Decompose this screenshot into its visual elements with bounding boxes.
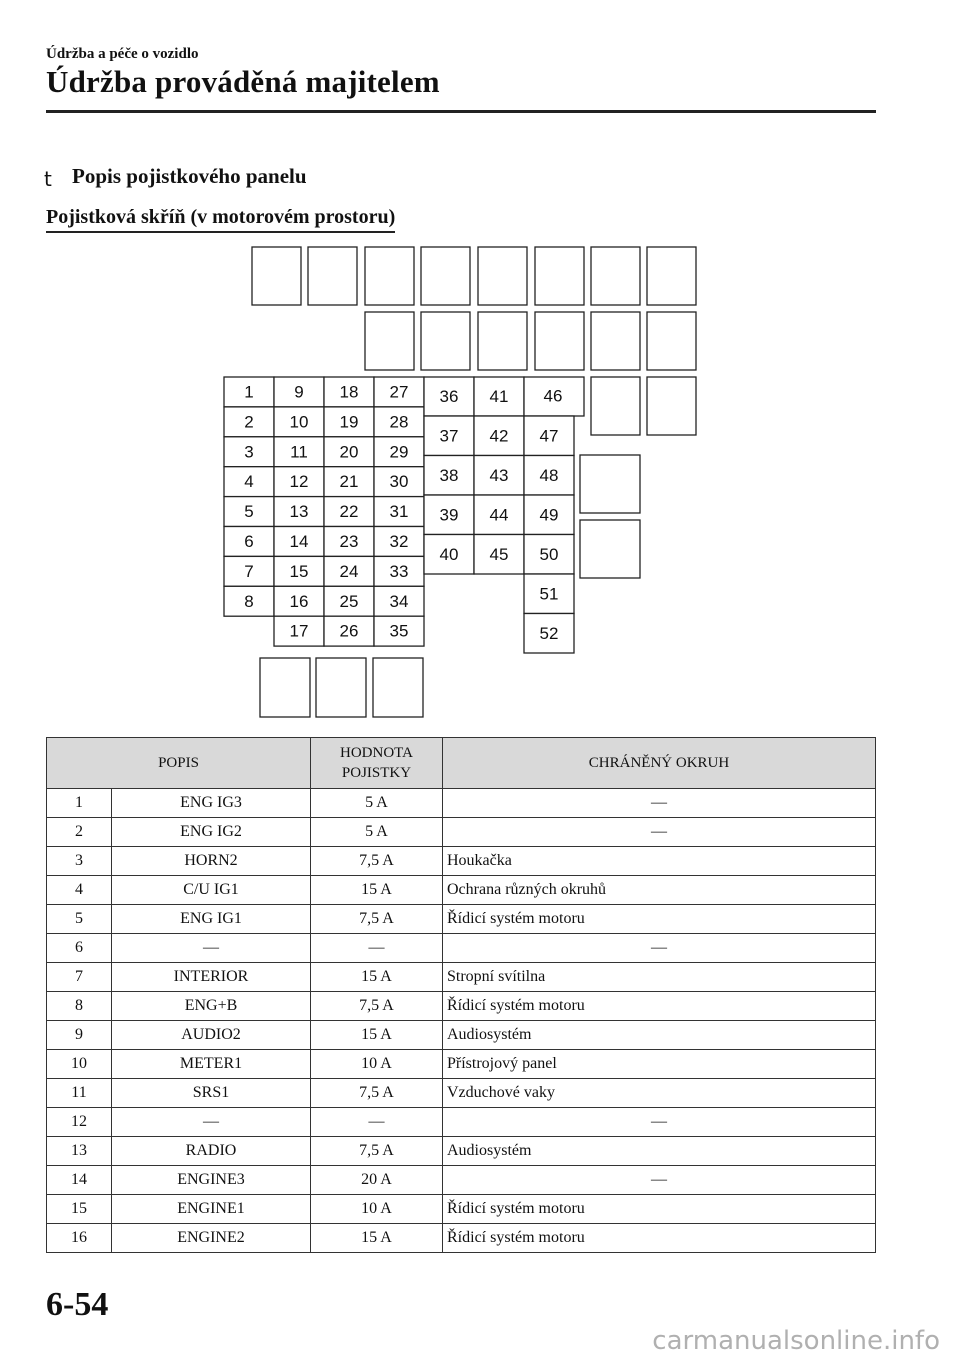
fuse-description: — [112, 934, 311, 963]
fuse-label: 19 [339, 412, 359, 432]
fuse-label: 22 [339, 502, 359, 522]
fuse-description: AUDIO2 [112, 1021, 311, 1050]
fuse-label: 52 [539, 623, 559, 643]
fuse-description: METER1 [112, 1050, 311, 1079]
fuse-label: 41 [489, 387, 509, 406]
fuse-label: 29 [389, 442, 409, 462]
section-heading: Popis pojistkového panelu [72, 164, 307, 188]
relay-block [478, 312, 527, 370]
relay-block [478, 247, 527, 305]
fuse-label: 13 [289, 502, 309, 522]
fuse-number: 8 [47, 992, 112, 1021]
fuse-number: 13 [47, 1137, 112, 1166]
fuse-label: 35 [389, 621, 409, 641]
protected-circuit: — [443, 1166, 876, 1195]
table-row [47, 934, 876, 963]
fuse-label: 23 [339, 531, 359, 551]
fuse-rating: 10 A [311, 1050, 443, 1079]
fuse-description: HORN2 [112, 847, 311, 876]
fuse-rating: 20 A [311, 1166, 443, 1195]
fuse-label: 43 [489, 465, 509, 485]
relay-block [260, 658, 310, 717]
relay-block [647, 377, 696, 435]
table-row [47, 1166, 876, 1195]
fuse-label: 37 [439, 426, 459, 446]
fuse-rating: 5 A [311, 818, 443, 847]
fuse-label: 49 [539, 505, 559, 525]
relay-block [535, 247, 584, 305]
fuse-rating: 15 A [311, 1021, 443, 1050]
fuse-label: 14 [289, 531, 309, 551]
relay-block [365, 247, 414, 305]
fuse-label: 42 [489, 426, 509, 446]
relay-block [373, 658, 423, 717]
sub-heading: Pojistková skříň (v motorovém prostoru) [46, 206, 395, 233]
fuse-label: 33 [389, 561, 409, 581]
page-title: Údržba prováděná majitelem [46, 64, 440, 99]
relay-block [421, 247, 470, 305]
protected-circuit: Řídicí systém motoru [443, 1195, 876, 1224]
fuse-number: 16 [47, 1224, 112, 1253]
fuse-label: 25 [339, 591, 359, 611]
header-description: POPIS [47, 738, 311, 789]
protected-circuit: Řídicí systém motoru [443, 992, 876, 1021]
table-row [47, 789, 876, 818]
fuse-label: 45 [489, 544, 509, 564]
protected-circuit: Řídicí systém motoru [443, 1224, 876, 1253]
fuse-rating: 15 A [311, 1224, 443, 1253]
fuse-number: 15 [47, 1195, 112, 1224]
section-marker: t [44, 167, 52, 191]
breadcrumb: Údržba a péče o vozidlo [46, 46, 199, 62]
fuse-description: INTERIOR [112, 963, 311, 992]
protected-circuit: Audiosystém [443, 1137, 876, 1166]
fuse-number: 11 [47, 1079, 112, 1108]
fuse-label: 51 [539, 584, 559, 604]
fuse-label: 28 [389, 412, 409, 432]
page-number: 6-54 [46, 1286, 109, 1323]
relay-block [580, 520, 640, 578]
fuse-description: RADIO [112, 1137, 311, 1166]
table-row [47, 1050, 876, 1079]
fuse-label: 9 [294, 382, 304, 402]
fuse-rating: 7,5 A [311, 1137, 443, 1166]
fuse-label: 3 [244, 442, 254, 462]
fuse-description: C/U IG1 [112, 876, 311, 905]
protected-circuit: Houkačka [443, 847, 876, 876]
fuse-number: 9 [47, 1021, 112, 1050]
table-row [47, 1108, 876, 1137]
fuse-number: 12 [47, 1108, 112, 1137]
fuse-label: 48 [539, 465, 559, 485]
protected-circuit: — [443, 789, 876, 818]
fuse-number: 7 [47, 963, 112, 992]
fuse-label: 7 [244, 561, 254, 581]
table-row [47, 1137, 876, 1166]
fuse-rating: 5 A [311, 789, 443, 818]
fuse-label: 36 [439, 387, 459, 406]
fuse-rating: — [311, 934, 443, 963]
fuse-label: 38 [439, 465, 459, 485]
header-rating: HODNOTA POJISTKY [311, 738, 443, 789]
fuse-rating: 7,5 A [311, 1079, 443, 1108]
fuse-rating: 7,5 A [311, 905, 443, 934]
fuse-label: 6 [244, 531, 254, 551]
table-row [47, 963, 876, 992]
fuse-number: 3 [47, 847, 112, 876]
fuse-label: 24 [339, 561, 359, 581]
fuse-rating: 7,5 A [311, 847, 443, 876]
fuse-number: 6 [47, 934, 112, 963]
table-row [47, 876, 876, 905]
relay-block [421, 312, 470, 370]
fuse-rating: 7,5 A [311, 992, 443, 1021]
fuse-label: 11 [290, 442, 308, 462]
fuse-description: ENG IG1 [112, 905, 311, 934]
fuse-rating: 10 A [311, 1195, 443, 1224]
protected-circuit: Ochrana různých okruhů [443, 876, 876, 905]
table-row [47, 1224, 876, 1253]
table-row [47, 818, 876, 847]
fuse-label: 46 [543, 386, 563, 406]
fuse-description: ENGINE1 [112, 1195, 311, 1224]
fuse-description: — [112, 1108, 311, 1137]
fuse-label: 40 [439, 544, 459, 564]
fuse-label: 39 [439, 505, 459, 525]
table-row [47, 905, 876, 934]
relay-block [591, 247, 640, 305]
protected-circuit: Řídicí systém motoru [443, 905, 876, 934]
header-circuit: CHRÁNĚNÝ OKRUH [443, 738, 876, 789]
fuse-label: 2 [244, 412, 254, 432]
fuse-label: 4 [244, 472, 254, 492]
fuse-description: ENG IG3 [112, 789, 311, 818]
fuse-description: ENG+B [112, 992, 311, 1021]
protected-circuit: — [443, 818, 876, 847]
fuse-label: 1 [244, 382, 254, 402]
fuse-label: 5 [244, 502, 254, 522]
fuse-label: 18 [339, 382, 359, 402]
watermark: carmanualsonline.info [652, 1326, 940, 1356]
fuse-label: 30 [389, 472, 409, 492]
table-row [47, 1021, 876, 1050]
fuse-rating: 15 A [311, 876, 443, 905]
relay-block [591, 312, 640, 370]
fuse-description: ENGINE3 [112, 1166, 311, 1195]
fuse-label: 50 [539, 544, 559, 564]
fuse-number: 5 [47, 905, 112, 934]
fuse-description: ENGINE2 [112, 1224, 311, 1253]
fuse-rating: — [311, 1108, 443, 1137]
fuse-label: 10 [289, 412, 309, 432]
relay-block [580, 455, 640, 513]
relay-block [591, 377, 640, 435]
fuse-label: 8 [244, 591, 254, 611]
fuse-label: 20 [339, 442, 359, 462]
relay-block [647, 312, 696, 370]
protected-circuit: Stropní svítilna [443, 963, 876, 992]
fuse-description: ENG IG2 [112, 818, 311, 847]
table-row [47, 1079, 876, 1108]
relay-block [647, 247, 696, 305]
protected-circuit: Vzduchové vaky [443, 1079, 876, 1108]
table-row [47, 847, 876, 876]
fuse-label: 26 [339, 621, 359, 641]
fuse-label: 27 [389, 382, 409, 402]
table-row [47, 992, 876, 1021]
fuse-number: 14 [47, 1166, 112, 1195]
protected-circuit: Přístrojový panel [443, 1050, 876, 1079]
fuse-number: 10 [47, 1050, 112, 1079]
fuse-description: SRS1 [112, 1079, 311, 1108]
protected-circuit: Audiosystém [443, 1021, 876, 1050]
relay-block [316, 658, 366, 717]
fuse-number: 2 [47, 818, 112, 847]
fuse-rating: 15 A [311, 963, 443, 992]
relay-block [535, 312, 584, 370]
fuse-label: 12 [289, 472, 309, 492]
protected-circuit: — [443, 1108, 876, 1137]
table-row [47, 1195, 876, 1224]
fuse-label: 32 [389, 531, 409, 551]
fuse-label: 44 [489, 505, 509, 525]
fuse-table [46, 737, 876, 1253]
fuse-number: 1 [47, 789, 112, 818]
fuse-label: 31 [389, 502, 409, 522]
fuse-number: 4 [47, 876, 112, 905]
relay-block [252, 247, 301, 305]
relay-block [365, 312, 414, 370]
fuse-label: 21 [339, 472, 359, 492]
fuse-label: 17 [289, 621, 309, 641]
relay-block [308, 247, 357, 305]
fuse-label: 16 [289, 591, 309, 611]
fuse-label: 34 [389, 591, 409, 611]
fuse-label: 15 [289, 561, 309, 581]
protected-circuit: — [443, 934, 876, 963]
fuse-label: 47 [539, 426, 559, 446]
